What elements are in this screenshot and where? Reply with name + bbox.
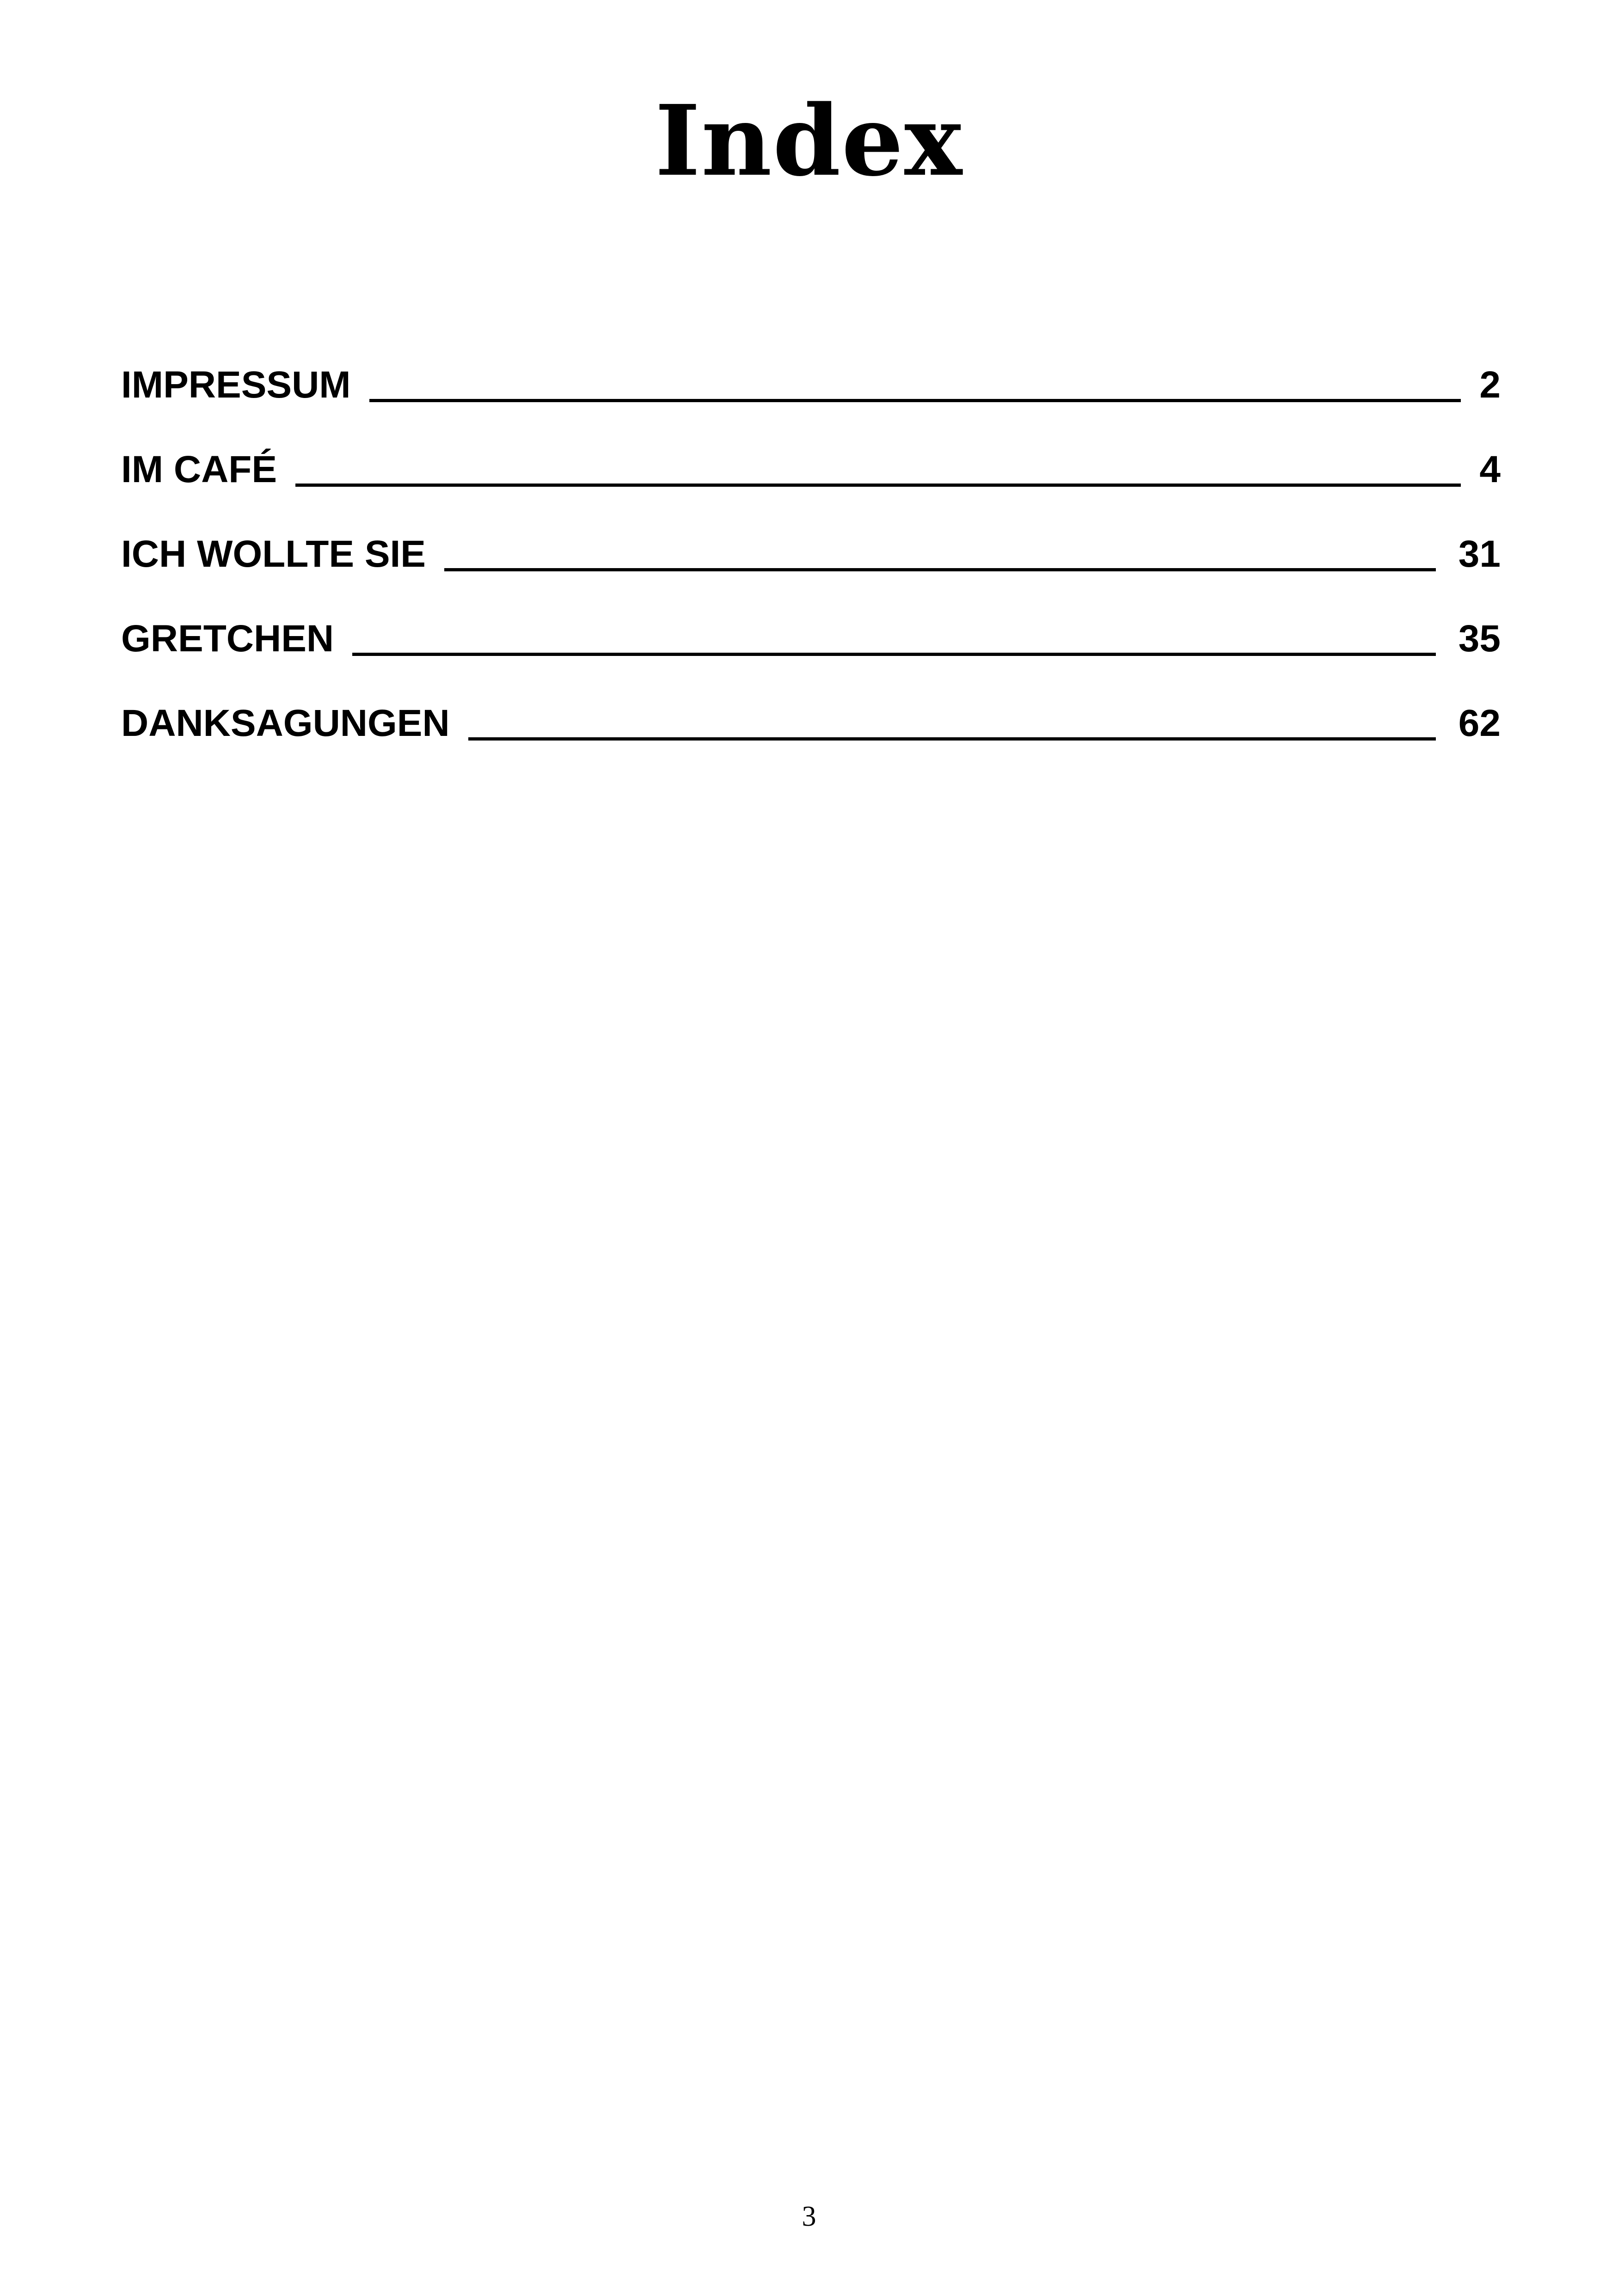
toc-entry-impressum[interactable]: [121, 331, 1501, 415]
toc-entry-danksagungen[interactable]: [121, 669, 1501, 753]
toc-entry-im-cafe[interactable]: [121, 415, 1501, 500]
page-title: Index: [655, 84, 963, 198]
toc-entry-label: ICH WOLLTE SIE: [121, 533, 426, 575]
toc-entry-gretchen[interactable]: [121, 584, 1501, 669]
toc-leader-line: [369, 399, 1461, 402]
toc-entry-page: 62: [1458, 702, 1501, 744]
toc-entry-page: 31: [1458, 533, 1501, 575]
toc-leader-line: [352, 653, 1436, 656]
toc-entry-label: IM CAFÉ: [121, 448, 277, 490]
toc-entry-page: 35: [1458, 618, 1501, 660]
table-of-contents: [121, 331, 1501, 753]
toc-leader-line: [468, 737, 1436, 741]
toc-leader-line: [444, 568, 1436, 571]
toc-entry-page: 4: [1479, 448, 1501, 490]
toc-entry-page: 2: [1479, 364, 1501, 406]
toc-entry-ich-wollte-sie[interactable]: [121, 500, 1501, 584]
toc-entry-label: GRETCHEN: [121, 618, 334, 660]
toc-leader-line: [295, 484, 1461, 487]
page-number: 3: [802, 2201, 816, 2232]
toc-entry-label: IMPRESSUM: [121, 364, 351, 406]
toc-entry-label: DANKSAGUNGEN: [121, 702, 450, 744]
